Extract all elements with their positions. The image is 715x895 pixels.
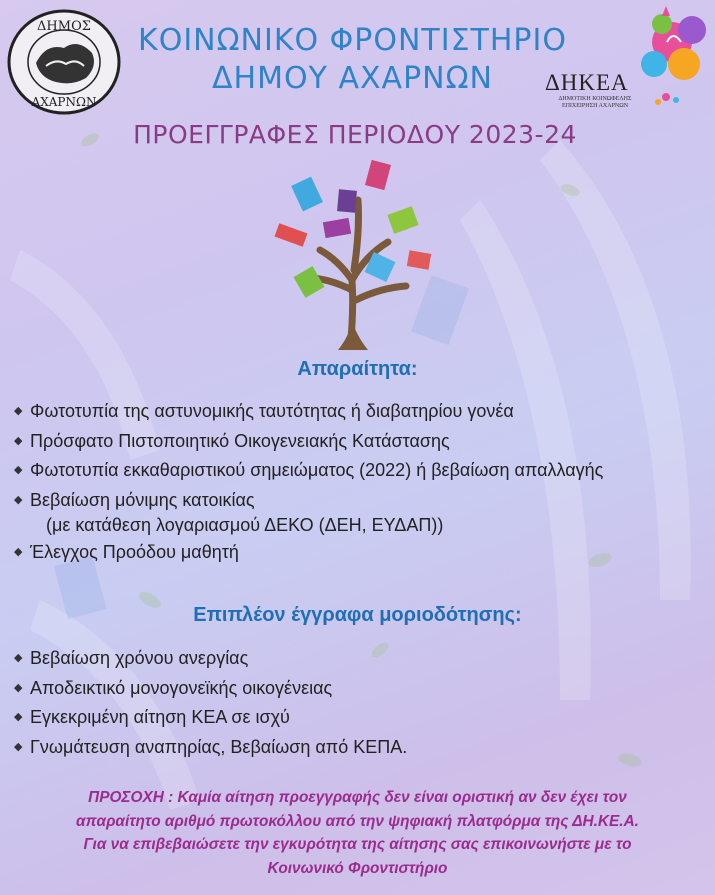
extra-item-text: Γνωμάτευση αναπηρίας, Βεβαίωση από ΚΕΠΑ. [30, 736, 408, 757]
list-item [14, 427, 603, 457]
book-tree-illustration [268, 160, 448, 350]
required-list [14, 397, 603, 568]
extra-list [14, 644, 407, 762]
required-item-text: Πρόσφατο Πιστοποιητικό Οικογενειακής Κατάστασης [30, 430, 450, 451]
required-item-text: Βεβαίωση μόνιμης κατοικίας [30, 489, 255, 510]
diamond-bullet-icon: ◆ [14, 652, 23, 664]
list-item [14, 397, 603, 427]
title-line-1: ΚΟΙΝΩΝΙΚΟ ΦΡΟΝΤΙΣΤΗΡΙΟ [138, 23, 567, 58]
list-item [14, 456, 603, 486]
dikea-subtitle [545, 96, 645, 110]
notice-line-2: απαραίτητο αριθμό πρωτοκόλλου από την ψηφιακή πλατφόρμα της ΔΗ.ΚΕ.Α. [76, 812, 639, 830]
seal-text-top: ΔΗΜΟΣ [37, 19, 91, 34]
title-line-2: ΔΗΜΟΥ ΑΧΑΡΝΩΝ [212, 61, 493, 96]
diamond-bullet-icon: ◆ [14, 711, 23, 724]
list-item [14, 486, 603, 539]
list-item [14, 644, 407, 674]
dikea-subtitle-line-2: ΕΠΙΧΕΙΡΗΣΗ ΑΧΑΡΝΩΝ [561, 103, 629, 109]
dikea-subtitle-line-1: ΔΗΜΟΤΙΚΗ ΚΟΙΝΩΦΕΛΗΣ [558, 96, 632, 102]
extra-section-title: Επιπλέον έγγραφα μοριοδότησης: [193, 604, 522, 626]
extra-item-text: Εγκεκριμένη αίτηση ΚΕΑ σε ισχύ [30, 707, 290, 728]
seal-text-bottom: ΑΧΑΡΝΩΝ [31, 95, 97, 109]
extra-item-text: Βεβαίωση χρόνου ανεργίας [30, 648, 249, 668]
diamond-bullet-icon: ◆ [14, 464, 23, 477]
required-item-text: Φωτοτυπία εκκαθαριστικού σημειώματος (2022) ή βεβαίωση απαλλαγής [30, 460, 604, 481]
required-item-detail: (με κατάθεση λογαριασμού ΔΕΚΟ (ΔΕΗ, ΕΥΔΑΠ)) [46, 515, 444, 536]
list-item [14, 733, 407, 763]
diamond-bullet-icon: ◆ [14, 546, 23, 559]
required-item-text: Φωτοτυπία της αστυνομικής ταυτότητας ή διαβατηρίου γονέα [30, 401, 514, 421]
notice-line-4: Κοινωνικό Φροντιστήριο [267, 859, 448, 877]
dikea-name: ΔΗΚΕΑ [545, 70, 629, 95]
diamond-bullet-icon: ◆ [14, 681, 23, 694]
diamond-bullet-icon: ◆ [14, 493, 23, 506]
notice-line-1: ΠΡΟΣΟΧΗ : Καμία αίτηση προεγγραφής δεν είναι οριστική αν δεν έχει τον [88, 789, 627, 806]
list-item [14, 703, 407, 733]
diamond-bullet-icon: ◆ [14, 434, 23, 447]
municipality-seal-logo [6, 8, 122, 116]
extra-item-text: Αποδεικτικό μονογονεϊκής οικογένειας [30, 677, 333, 698]
required-section-title: Απαραίτητα: [297, 358, 418, 380]
enrollment-period-heading: ΠΡΟΕΓΓΡΑΦΕΣ ΠΕΡΙΟΔΟΥ 2023-24 [133, 120, 577, 149]
list-item [14, 538, 603, 568]
diamond-bullet-icon: ◆ [14, 740, 23, 753]
list-item [14, 674, 407, 704]
notice-line-3: Για να επιβεβαιώσετε την εγκυρότητα της αίτησης σας επικοινωνήστε με το [83, 836, 632, 853]
required-item-text: Έλεγχος Προόδου μαθητή [30, 542, 239, 563]
page-title [120, 22, 585, 98]
attention-notice [12, 786, 703, 880]
diamond-bullet-icon: ◆ [14, 405, 23, 417]
